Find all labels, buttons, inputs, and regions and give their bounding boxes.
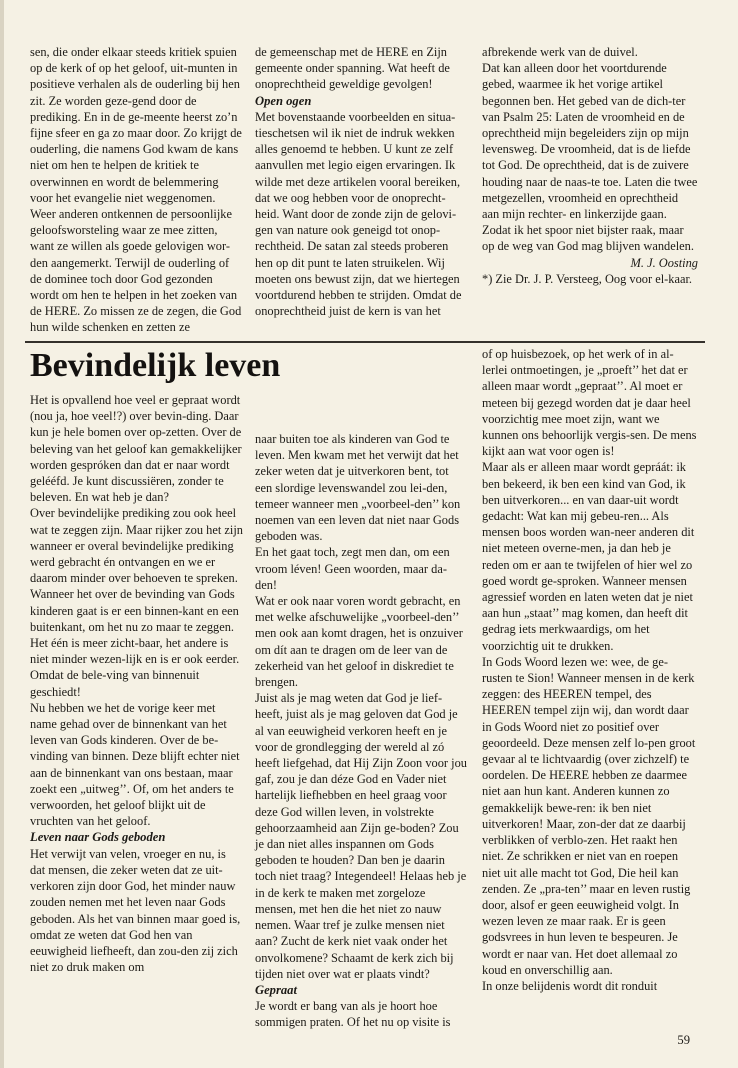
paragraph: sen, die onder elkaar steeds kritiek spuien op de kerk of op het geloof, uit-munten in positieve verhalen als de ouderling bij hen zit. Ze worden geze-gend door de prediking. En in de ge-meente heerst zo’n fijne sfeer en ga zo maar door. Zo krijgt de ouderling, die namens God kwam de kans niet om hen te helpen de kritiek te overwinnen en wordt de belemmering voor het evangelie niet weggenomen. [30,45,242,205]
article-title: Bevindelijk leven [30,347,281,384]
top-column-1 [30,44,243,336]
article-column-3 [482,346,698,994]
paragraph: In Gods Woord lezen we: wee, de ge-rusten te Sion! Wanneer mensen in de kerk zeggen: des HEEREN tempel, des HEEREN tempel zijn wij, dan wordt daar in Gods Woord niet zo positief over geoordeeld. Deze mensen zelf lo-pen groot gevaar al te lichtvaardig (over zichzelf) te oordelen. De HEERE hebben ze daarmee niet aan hun kant. Anderen kunnen zo gemakkelijk bewe-ren: ik ben niet uitverkoren! Maar, zon-der dat ze daarbij verblikken of verblo-zen. Het raakt hen niet. Ze schrikken er niet van en roepen niet uit alle macht tot God, Die heil kan zenden. Ze „pra-ten’’ maar en leven rustig door, alsof er geen eeuwigheid volgt. In wezen leven ze maar raak. Er is geen godsvrees in hun leven te bespeuren. Je wordt er naar van. Het doet allemaal zo koud en onverschillig aan. [482,654,696,977]
paragraph: In onze belijdenis wordt dit ronduit [482,978,658,993]
article-column-1 [30,392,243,975]
paragraph: Het is opvallend hoe veel er gepraat wordt (nou ja, hoe veel!?) over bevin-ding. Daar kun je hele bomen over op-zetten. Over de beleving van het geloof kan gemakkelijker worden gespróken dan dat er naar wordt gelééfd. Je kunt discussiëren, zonder te beleven. En wat heb je dan? [30,393,242,505]
paragraph: Maar als er alleen maar wordt gepráát: ik ben bekeerd, ik ben een kind van God, ik ben uitverkoren... en van daar-uit wordt gedacht: Wat kan mij gebeu-ren... Als mensen boos worden wan-neer anderen dit niet meteen overne-men, ja dan heb je reden om er aan te twijfelen of hier wel zo goed wordt ge-sproken. Wanneer mensen agressief worden en laten weten dat je niet aan hun „staat’’ mag komen, dan heeft dit gedrag iets merkwaardigs, om het voorzichtig uit te drukken. [482,460,695,653]
paragraph: de gemeenschap met de HERE en Zijn gemeente onder spanning. Wat heeft de onoprechtheid geweldige gevolgen! [255,45,450,92]
paragraph: Weer anderen ontkennen de persoonlijke geloofsworsteling waar ze mee zitten, want ze willen als goede gelovigen wor-den aangemerkt. Terwijl de ouderling of de dominee toch door God gezonden wordt om hen te helpen in het zoeken van de HERE. Zo missen ze de zegen, die God hun wilde schenken en zetten ze [30,207,242,335]
paragraph: En het gaat toch, zegt men dan, om een vroom léven! Geen woorden, maar da-den! [255,545,450,592]
paragraph: afbrekende werk van de duivel. [482,45,638,59]
subheading-gepraat: Gepraat [255,982,297,997]
paragraph: Wat er ook naar voren wordt gebracht, en met welke afschuwelijke „voorbeel-den’’ men ook aan komt dragen, het is onzuiver om dít aan te dragen om de leer van de zekerheid van het geloof in diskrediet te brengen. [255,594,463,690]
top-column-3 [482,44,698,287]
paragraph: Met bovenstaande voorbeelden en situa-tieschetsen wil ik niet de indruk wekken alles genoemd te hebben. U kunt ze zelf aanvullen met legio eigen ervaringen. Ik wilde met deze artikelen vooral bereiken, dat we oog hebben voor de onoprecht-heid. Want door de zonde zijn de gelovi-gen van nature ook geneigd tot onop-rechtheid. De satan zal steeds proberen hen op dit punt te laten struikelen. Wij moeten ons bewust zijn, dat we hiertegen voortdurend hebben te strijden. Omdat de onoprechtheid juist de kern is van het [255,109,462,319]
paragraph: Juist als je mag weten dat God je lief-heeft, juist als je mag geloven dat God je al van eeuwigheid verkoren heeft en je voor de grondlegging der wereld al zó heeft liefgehad, dat Hij Zijn Zoon voor jou gaf, zou je dan déze God en Vader niet hartelijk liefhebben en heel graag voor deze God willen leven, in volstrekte gehoorzaamheid aan Zijn ge-boden? Zou je dan niet alles inspannen om Gods geboden te houden? Dan ben je daarin toch niet traag? Integendeel! Helaas heb je in de kerk te maken met zorgeloze mensen, met hen die het niet zo nauw nemen. Waar tref je zulke mensen niet aan? Zucht de kerk niet vaak onder het onvolkomene? Schaamt de kerk zich bij tijden niet over wat er plaats vindt? [255,691,467,981]
paragraph: Wanneer het over de bevinding van Gods kinderen gaat is er een binnen-kant en een buitenkant, om het nu zo maar te zeggen. Het één is meer zicht-baar, het andere is niet minder wezen-lijk en is er ook eerder. Omdat de bele-ving van binnenuit geschiedt! [30,587,240,699]
page-number: 59 [677,1033,690,1047]
footnote: *) Zie Dr. J. P. Versteeg, Oog voor el-kaar. [482,271,693,286]
paragraph: Dat kan alleen door het voortdurende gebed, waarmee ik het vorige artikel begonnen ben. Het gebed van de dich-ter van Psalm 25: Laten de vroomheid en de oprechtheid mijn begeleiders zijn op mijn levensweg. De vroomheid, dat is de liefde tot God. De oprechtheid, dat is de zuivere houding naar de naas-te toe. Laten die twee metgezellen, vroomheid en oprechtheid aan mijn rechter- en linkerzijde gaan. Zodat ik het spoor niet bijster raak, maar op de weg van God mag blijven wandelen. [482,61,698,254]
paragraph: Het verwijt van velen, vroeger en nu, is dat mensen, die zeker weten dat ze uit-verkoren zijn door God, het minder nauw zouden nemen met het leven naar Gods geboden. Als het van binnen maar goed is, omdat ze weten dat God hen van eeuwigheid liefheeft, dan zou-den zij zich niet zo druk maken om [30,846,241,975]
article-column-2 [255,431,468,1031]
page-spine-shadow [0,0,4,1068]
subheading-open-ogen: Open ogen [255,93,312,108]
top-column-2 [255,44,468,319]
section-divider [25,341,705,343]
paragraph: of op huisbezoek, op het werk of in al-lerlei ontmoetingen, je „proeft’’ het dat er alleen maar wordt „gepraat’’. Al moet er meteen bij gezegd worden dat je daar heel voorzichtig mee moet zijn, want we kunnen ons behoorlijk vergis-sen. De mens kijkt aan wat voor ogen is! [482,347,697,459]
paragraph: Nu hebben we het de vorige keer met name gehad over de binnenkant van het leven van Gods kinderen. Over de be-vinding van binnen. Deze blijft echter niet aan de binnenkant van ons bestaan, maar zoekt een „uitweg’’. Of, om het anders te verwoorden, het geloof blijkt uit de vruchten van het geloof. [30,700,240,829]
subheading-leven-naar-gods-geboden: Leven naar Gods geboden [30,830,166,845]
paragraph: Over bevindelijke prediking zou ook heel wat te zeggen zijn. Maar rijker zou het zijn wanneer er overal bevindelijke prediking werd gebracht én ontvangen en we er daarom minder over behoeven te spreken. [30,506,243,586]
paragraph: Je wordt er bang van als je hoort hoe sommigen praten. Of het nu op visite is [255,999,451,1030]
author-signature: M. J. Oosting [630,255,698,270]
paragraph: naar buiten toe als kinderen van God te leven. Men kwam met het verwijt dat het zeker weten dat je uitverkoren bent, tot een slordige levenswandel zou lei-den, temeer wanneer men „voorbeel-den’’ kon noemen van een leven dat niet naar Gods geboden was. [255,432,461,544]
